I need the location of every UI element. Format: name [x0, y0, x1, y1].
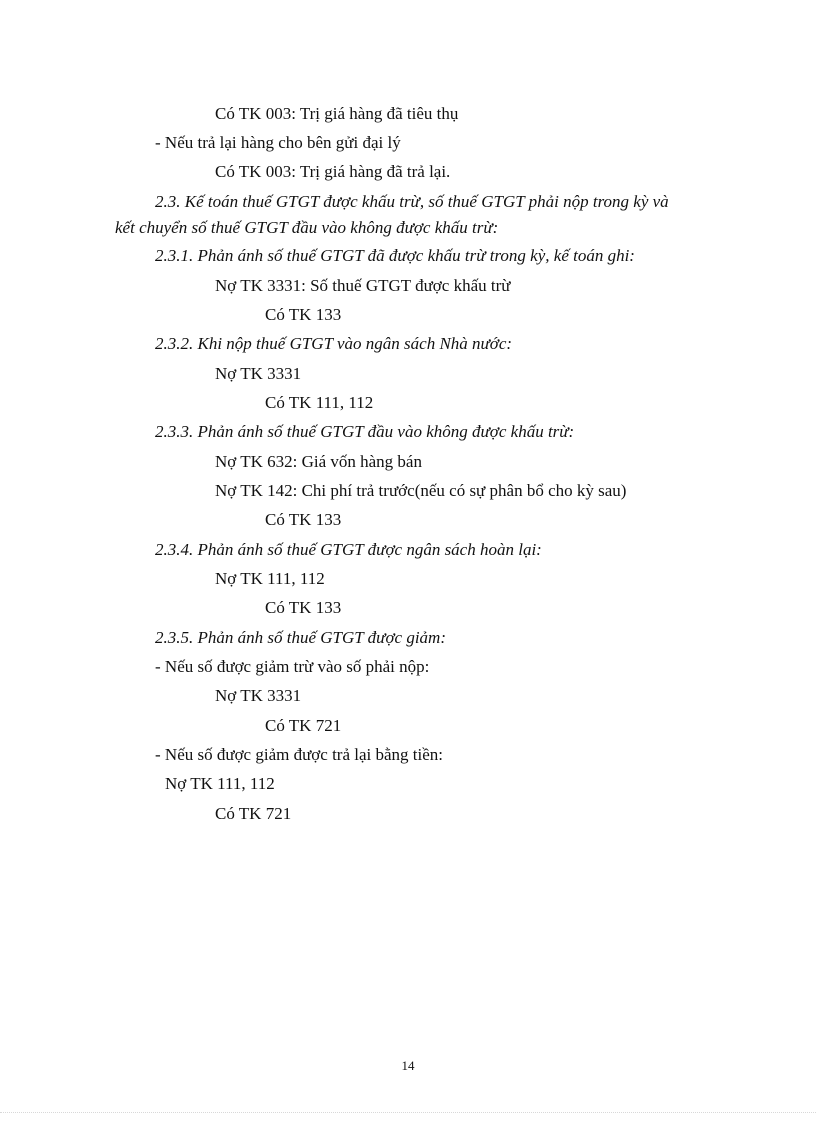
- bullet-reduction-offset: - Nếu số được giảm trừ vào số phải nộp:: [155, 657, 430, 676]
- entry-debit-3331: Nợ TK 3331: [215, 686, 302, 705]
- entry-credit-003-sold: Có TK 003: Trị giá hàng đã tiêu thụ: [215, 104, 459, 123]
- entry-credit-133: Có TK 133: [265, 510, 342, 529]
- entry-debit-111-112: Nợ TK 111, 112: [165, 774, 275, 793]
- entry-credit-133: Có TK 133: [265, 305, 342, 324]
- entry-debit-142: Nợ TK 142: Chi phí trả trước(nếu có sự phân bổ cho kỳ sau): [215, 481, 627, 500]
- subsection-2-3-3: 2.3.3. Phản ánh số thuế GTGT đầu vào không được khấu trừ:: [155, 422, 575, 441]
- entry-credit-111-112: Có TK 111, 112: [265, 393, 374, 412]
- subsection-2-3-1: 2.3.1. Phản ánh số thuế GTGT đã được khấu trừ trong kỳ, kế toán ghi:: [155, 246, 635, 265]
- subsection-2-3-4: 2.3.4. Phản ánh số thuế GTGT được ngân sách hoàn lại:: [155, 540, 542, 559]
- section-heading-2-3-line1: 2.3. Kế toán thuế GTGT được khấu trừ, số thuế GTGT phải nộp trong kỳ và: [155, 192, 669, 211]
- entry-debit-111-112: Nợ TK 111, 112: [215, 569, 325, 588]
- entry-credit-721: Có TK 721: [215, 804, 292, 823]
- entry-debit-3331-deducted: Nợ TK 3331: Số thuế GTGT được khấu trừ: [215, 276, 511, 295]
- bullet-reduction-cash-refund: - Nếu số được giảm được trả lại bằng tiền:: [155, 745, 444, 764]
- page-number: 14: [401, 1058, 415, 1073]
- entry-credit-003-returned: Có TK 003: Trị giá hàng đã trả lại.: [215, 162, 451, 181]
- entry-debit-632: Nợ TK 632: Giá vốn hàng bán: [215, 452, 422, 471]
- entry-credit-133: Có TK 133: [265, 598, 342, 617]
- page-bottom-border: [0, 1112, 816, 1113]
- subsection-2-3-2: 2.3.2. Khi nộp thuế GTGT vào ngân sách Nhà nước:: [155, 334, 513, 353]
- section-heading-2-3-line2: kết chuyển số thuế GTGT đầu vào không được khấu trừ:: [115, 218, 499, 237]
- subsection-2-3-5: 2.3.5. Phản ánh số thuế GTGT được giảm:: [155, 628, 446, 647]
- entry-credit-721: Có TK 721: [265, 716, 342, 735]
- entry-debit-3331: Nợ TK 3331: [215, 364, 302, 383]
- bullet-return-goods: - Nếu trả lại hàng cho bên gửi đại lý: [155, 133, 401, 152]
